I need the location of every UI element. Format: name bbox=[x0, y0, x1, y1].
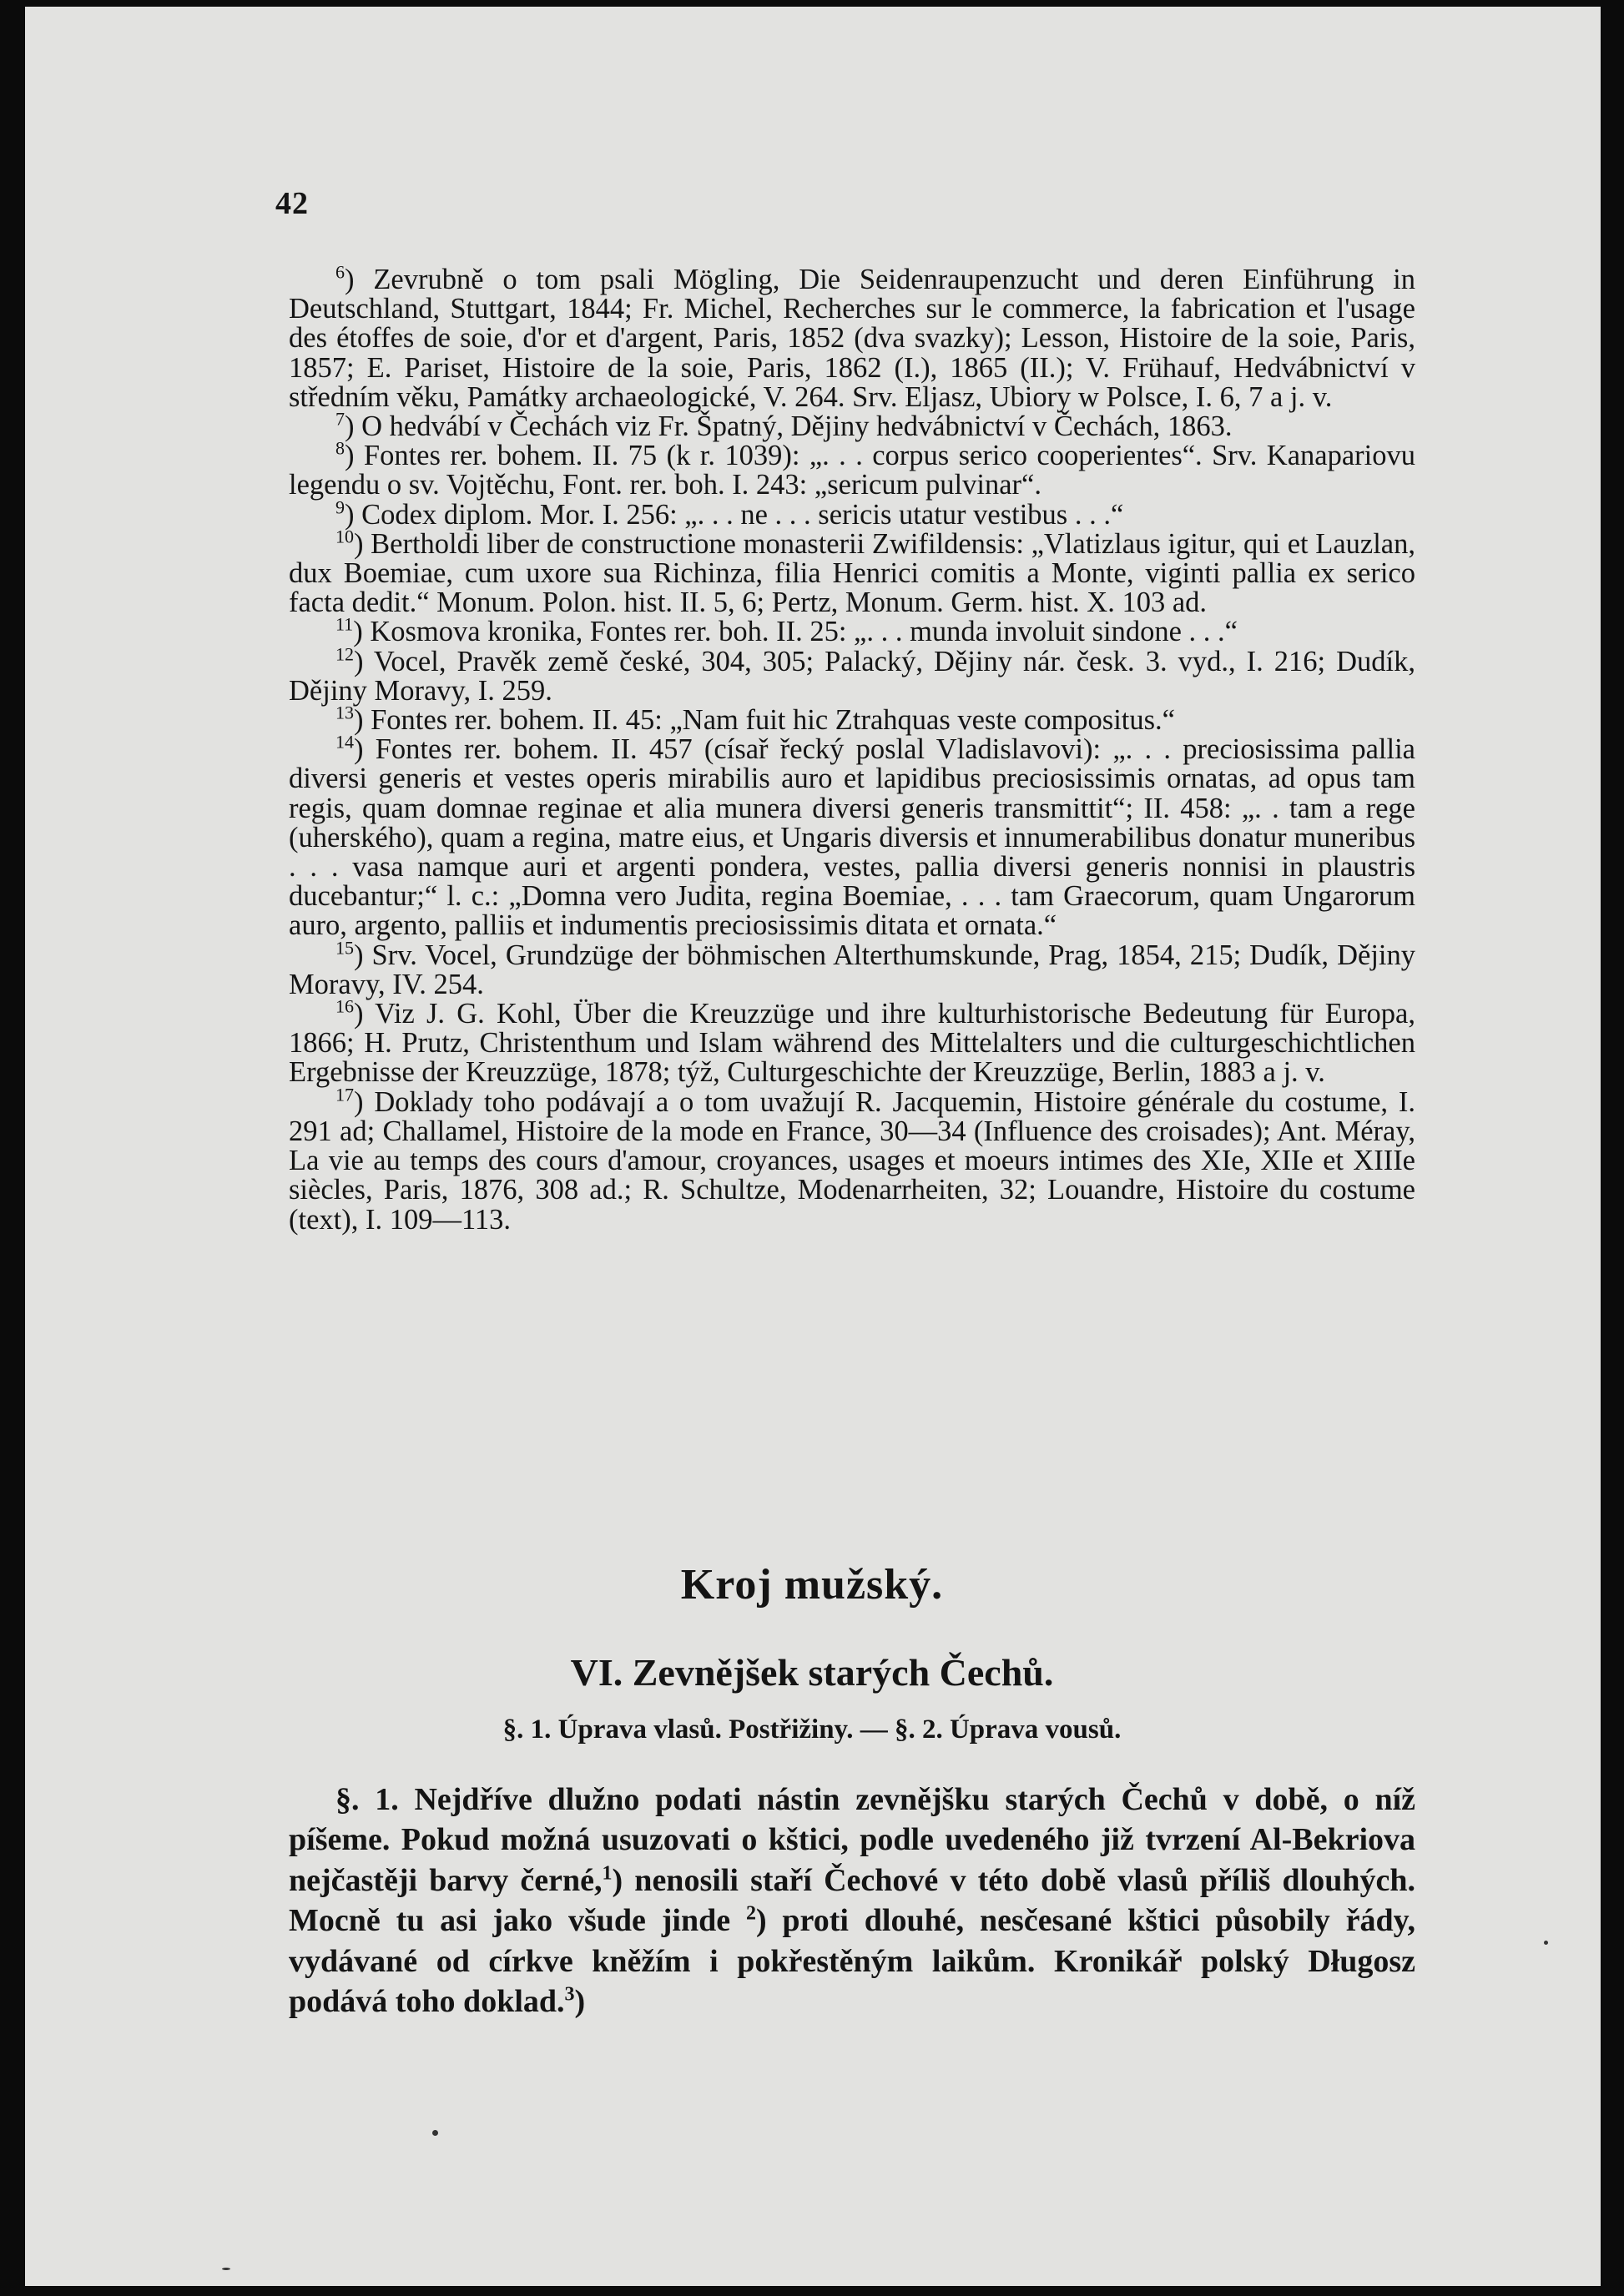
page-number: 42 bbox=[275, 186, 309, 221]
footnote-9: $^9$) Codex diplom. Mor. I. 256: „. . . ne . . . sericis utatur vestibus . . .“ bbox=[335, 496, 1124, 531]
chapter-title: Kroj mužský. bbox=[680, 1561, 944, 1609]
footnote-text: Kosmova kronika, Fontes rer. boh. II. 25: „. . . munda involuit sindone . . .“ bbox=[370, 616, 1238, 648]
footnote-text: Srv. Vocel, Grundzüge der böhmischen Alterthumskunde, Prag, 1854, 215; Dudík, Dějiny Moravy, IV. 254. bbox=[289, 939, 1415, 1000]
footnote-marker: 13 bbox=[335, 702, 354, 723]
footnote-13: $^{13}$) Fontes rer. bohem. II. 45: „Nam fuit hic Ztrahquas veste compositus.“ bbox=[335, 702, 1175, 737]
footnote-17: $^{17}$) Doklady toho podávají a o tom uvažují R. Jacquemin, Histoire générale du costume, I. 291 ad; Challamel, Histoire de la mode en France, 30—34 (Influence des croisades); Ant. Méray, La vie au temps des cours d'amour, croyances, usages et moeurs intimes des XIe, XIIe et XIIIe siècles, Paris, 1876, 308 ad.; R. Schultze, Modenarrheiten, 32; Louandre, Histoire du costume (text), I. 109—113. bbox=[289, 1084, 1416, 1236]
footnote-ref: 3 bbox=[564, 1983, 575, 2006]
footnote-14: $^{14}$) Fontes rer. bohem. II. 457 (císař řecký poslal Vladislavovi): „. . . preciosissima pallia diversi generis et vestes operis mirabilis auro et lapidibus preciosissimis ornatas, ad opus tam regis, quam domnae reginae et alia munera diversi generis transmittit“; II. 458: „. . tam a rege (uherského), quam a regina, matre eius, et Ungaris diversis et innumerabilibus donatur muneribus . . . vasa namque auri et argenti pondera, vestes, pallia diversi generis nonnisi in plaustris ducebantur;“ l. c.: „Domna vero Judita, regina Boemiae, . . . tam Graecorum, quam Ungarorum auro, argento, palliis et indumentis preciosissimis ditata et ornata.“ bbox=[289, 731, 1415, 942]
footnote-text: O hedvábí v Čechách viz Fr. Špatný, Dějiny hedvábnictví v Čechách, 1863. bbox=[361, 410, 1233, 443]
body-text bbox=[289, 1780, 1415, 2022]
footnote-marker: 9 bbox=[335, 496, 345, 518]
footnote-text: Bertholdi liber de constructione monasterii Zwifildensis: „Vlatizlaus igitur, qui et Lauzlan, dux Boemiae, cum uxore sua Richinza, filia Henrici comitis a Monte, viginti pallia ex serico facta dedit.“ Monum. Polon. hist. II. 5, 6; Pertz, Monum. Germ. hist. X. 103 ad. bbox=[289, 527, 1415, 619]
footnote-marker: 14 bbox=[335, 731, 354, 753]
footnote-marker: 12 bbox=[335, 643, 354, 665]
footnote-text: Vocel, Pravěk země české, 304, 305; Palacký, Dějiny nár. česk. 3. vyd., I. 216; Dudík, Dějiny Moravy, I. 259. bbox=[289, 645, 1415, 707]
footnote-text: Doklady toho podávají a o tom uvažují R. Jacquemin, Histoire générale du costume, I. 291 ad; Challamel, Histoire de la mode en France, 30—34 (Influence des croisades); Ant. Méray, La vie au temps des cours d'amour, croyances, usages et moeurs intimes des XIe, XIIe et XIIIe siècles, Paris, 1876, 308 ad.; R. Schultze, Modenarrheiten, 32; Louandre, Histoire du costume (text), I. 109—113. bbox=[289, 1085, 1416, 1236]
footnote-8: $^8$) Fontes rer. bohem. II. 75 (k r. 1039): „. . . corpus serico cooperientes“. Srv. Kanapariovu legendu o sv. Vojtěchu, Font. rer. boh. I. 243: „sericum pulvinar“. bbox=[289, 437, 1415, 501]
body-paragraph bbox=[289, 1780, 1415, 2022]
footnote-marker: 7 bbox=[335, 408, 345, 430]
footnote-ref: 1 bbox=[602, 1862, 613, 1885]
ink-speck bbox=[432, 2130, 438, 2136]
footnote-7: $^7$) O hedvábí v Čechách viz Fr. Špatný, Dějiny hedvábnictví v Čechách, 1863. bbox=[335, 408, 1233, 443]
body-text-segment: ) nenosili staří Čechové v této době vlasů příliš dlouhých. Mocně tu asi jako všude jinde bbox=[289, 1862, 1416, 1939]
footnote-marker: 17 bbox=[335, 1084, 354, 1105]
footnotes-block bbox=[289, 261, 1416, 1236]
footnote-text: Codex diplom. Mor. I. 256: „. . . ne . . . sericis utatur vestibus . . .“ bbox=[361, 498, 1124, 531]
footnote-ref: 2 bbox=[745, 1902, 756, 1925]
footnote-text: Fontes rer. bohem. II. 75 (k r. 1039): „. . . corpus serico cooperientes“. Srv. Kanapariovu legendu o sv. Vojtěchu, Font. rer. boh. I. 243: „sericum pulvinar“. bbox=[289, 440, 1415, 501]
footnote-text: Zevrubně o tom psali Mögling, Die Seidenraupenzucht und deren Einführung in Deutschland, Stuttgart, 1844; Fr. Michel, Recherches sur le commerce, la fabrication et l'usage des étoffes de soie, d'or et d'argent, Paris, 1852 (dva svazky); Lesson, Histoire de la soie, Paris, 1857; E. Pariset, Histoire de la soie, Paris, 1862 (I.), 1865 (II.); V. Frühauf, Hedvábnictví v středním věku, Památky archaeologické, V. 264. Srv. Eljasz, Ubiory w Polsce, I. 6, 7 a j. v. bbox=[289, 264, 1415, 413]
footnote-marker: 6 bbox=[335, 261, 345, 283]
footnote-10: $^{10}$) Bertholdi liber de constructione monasterii Zwifildensis: „Vlatizlaus igitur, qui et Lauzlan, dux Boemiae, cum uxore sua Richinza, filia Henrici comitis a Monte, viginti pallia ex serico facta dedit.“ Monum. Polon. hist. II. 5, 6; Pertz, Monum. Germ. hist. X. 103 ad. bbox=[289, 526, 1415, 619]
footnote-marker: 8 bbox=[335, 437, 345, 459]
footnote-marker: 11 bbox=[335, 613, 354, 635]
footnote-6: $^6$) Zevrubně o tom psali Mögling, Die Seidenraupenzucht und deren Einführung in Deutschland, Stuttgart, 1844; Fr. Michel, Recherches sur le commerce, la fabrication et l'usage des étoffes de soie, d'or et d'argent, Paris, 1852 (dva svazky); Lesson, Histoire de la soie, Paris, 1857; E. Pariset, Histoire de la soie, Paris, 1862 (I.), 1865 (II.); V. Frühauf, Hedvábnictví v středním věku, Památky archaeologické, V. 264. Srv. Eljasz, Ubiory w Polsce, I. 6, 7 a j. v. bbox=[289, 261, 1415, 413]
footnote-11: $^{11}$) Kosmova kronika, Fontes rer. boh. II. 25: „. . . munda involuit sindone . . .“ bbox=[335, 613, 1238, 648]
section-subtitle: §. 1. Úprava vlasů. Postřižiny. — §. 2. Úprava vousů. bbox=[502, 1714, 1122, 1745]
body-text-segment: §. 1. Nejdříve dlužno podati nástin zevnějšku starých Čechů v době, o níž píšeme. Pokud možná usuzovati o kštici, podle uvedeného již tvrzení Al-Bekriova nejčastěji barvy černé, bbox=[289, 1782, 1415, 1898]
footnote-16: $^{16}$) Viz J. G. Kohl, Über die Kreuzzüge und ihre kulturhistorische Bedeutung für Europa, 1866; H. Prutz, Christenthum und Islam während des Mittelalters und die culturgeschichtlichen Ergebnisse der Kreuzzüge, 1878; týž, Culturgeschichte der Kreuzzüge, Berlin, 1883 a j. v. bbox=[289, 995, 1415, 1089]
footnote-text: Fontes rer. bohem. II. 457 (císař řecký poslal Vladislavovi): „. . . preciosissima pallia diversi generis et vestes operis mirabilis auro et lapidibus preciosissimis ornatas, ad opus tam regis, quam domnae reginae et alia munera diversi generis transmittit“; II. 458: „. . tam a rege (uherského), quam a regina, matre eius, et Ungaris diversis et innumerabilibus donatur muneribus . . . vasa namque auri et argenti pondera, vestes, pallia diversi generis nonnisi in plaustris ducebantur;“ l. c.: „Domna vero Judita, regina Boemiae, . . . tam Graecorum, quam Ungarorum auro, argento, palliis et indumentis preciosissimis ditata et ornata.“ bbox=[289, 733, 1415, 942]
footnote-12: $^{12}$) Vocel, Pravěk země české, 304, 305; Palacký, Dějiny nár. česk. 3. vyd., I. 216; Dudík, Dějiny Moravy, I. 259. bbox=[289, 643, 1415, 707]
footnote-text: Viz J. G. Kohl, Über die Kreuzzüge und ihre kulturhistorische Bedeutung für Europa, 1866; H. Prutz, Christenthum und Islam während des Mittelalters und die culturgeschichtlichen Ergebnisse der Kreuzzüge, 1878; týž, Culturgeschichte der Kreuzzüge, Berlin, 1883 a j. v. bbox=[289, 998, 1415, 1089]
footnote-15: $^{15}$) Srv. Vocel, Grundzüge der böhmischen Alterthumskunde, Prag, 1854, 215; Dudík, Dějiny Moravy, IV. 254. bbox=[289, 937, 1415, 1000]
footnote-marker: 15 bbox=[335, 937, 354, 959]
ink-speck bbox=[1544, 1941, 1548, 1945]
footnote-marker: 10 bbox=[335, 526, 354, 547]
body-text-segment: ) bbox=[574, 1984, 586, 2020]
footnote-text: Fontes rer. bohem. II. 45: „Nam fuit hic Ztrahquas veste compositus.“ bbox=[371, 704, 1175, 737]
body-text-segment: ) proti dlouhé, nesčesané kštici působily řády, vydávané od církve kněžím i pokřestěným laikům. Kronikář polský Długosz podává toho doklad. bbox=[289, 1903, 1416, 2020]
footnote-marker: 16 bbox=[335, 995, 354, 1017]
section-title: VI. Zevnějšek starých Čechů. bbox=[570, 1651, 1054, 1694]
ink-speck bbox=[222, 2268, 230, 2270]
